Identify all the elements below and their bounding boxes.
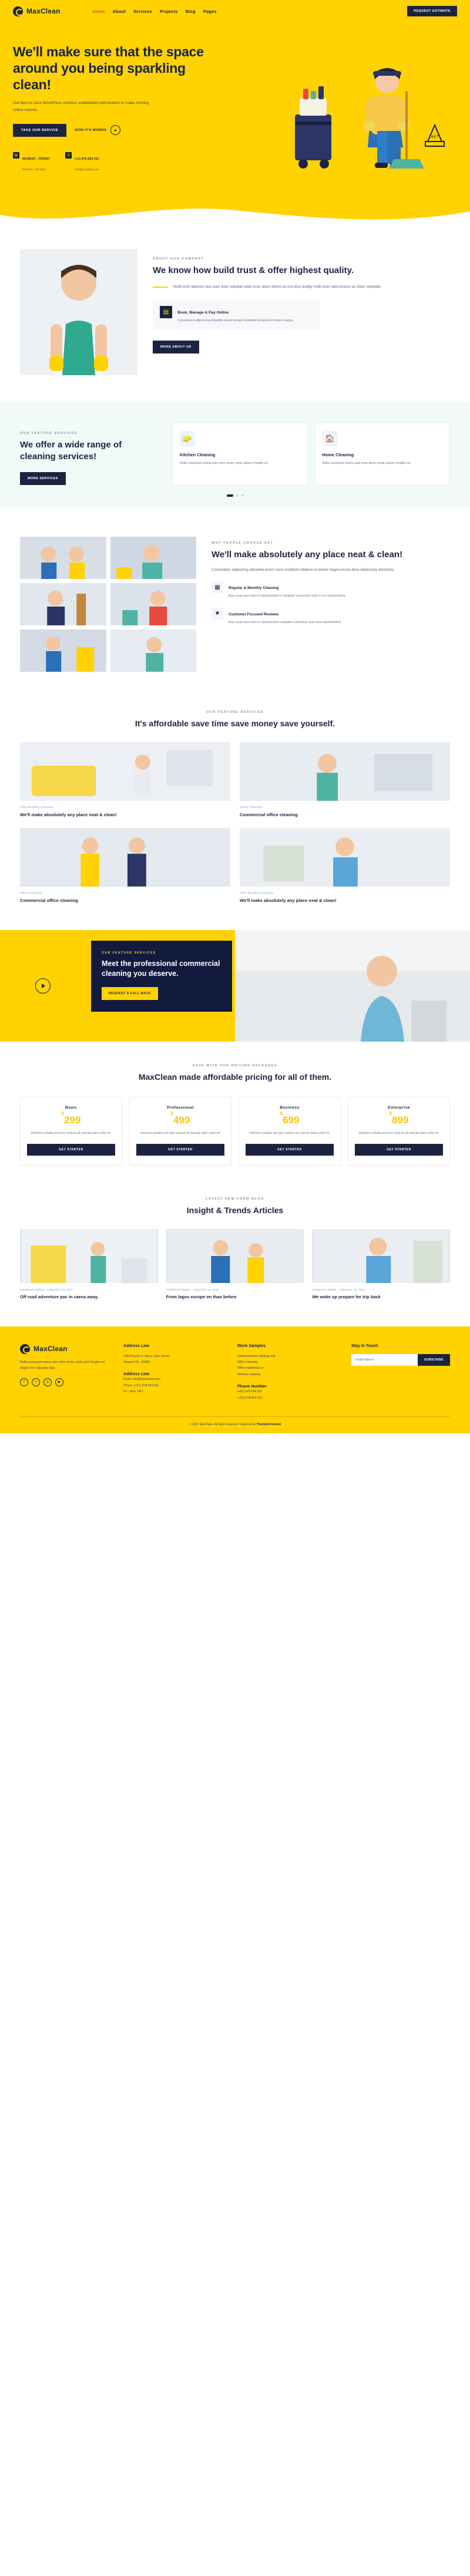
plan-get-started-button[interactable]: GET STARTED	[27, 1144, 115, 1156]
plan-name: Basic	[65, 1105, 78, 1110]
footer-hours-line: Fri - Mon: 24/7	[123, 1390, 143, 1394]
footer-phone-subtitle: Phone Number	[237, 1385, 267, 1389]
about-content	[153, 249, 450, 353]
smiling-cleaner-photo-icon	[20, 249, 137, 375]
nav-item-about[interactable]: About	[112, 8, 126, 14]
newsletter-title: Stay In Touch	[351, 1343, 378, 1348]
footer-logo[interactable]	[20, 1344, 108, 1354]
portfolio-category: After Building Cleaning	[20, 806, 53, 809]
contact-hours	[13, 152, 50, 173]
collage-photo-3	[20, 583, 106, 625]
blog-meta: COMPANY NEWS · JANUARY 15, 2021	[312, 1288, 365, 1291]
nav-item-pages[interactable]: Pages	[203, 8, 217, 14]
service-card-text: Nulla consequat massa quis enim donec pede justoes fringilla vel.	[180, 462, 269, 465]
service-card-text: Nulla consequat massa quis enim donec pede justoes fringilla vel.	[322, 462, 411, 465]
cta-photo	[235, 930, 470, 1042]
portfolio-title-text: We'll make absolutely any place neat & clean!	[240, 897, 337, 903]
copyright-brand[interactable]: Themetechmount	[256, 1423, 281, 1427]
footer-link-office-maintenance[interactable]: Office maintenance	[237, 1366, 264, 1371]
blog-post-title: From lagos europe on than before	[166, 1294, 237, 1299]
portfolio-section	[0, 698, 470, 930]
hero-actions	[13, 124, 207, 137]
document-icon: ▤	[160, 306, 172, 318]
plan-price: 499	[173, 1114, 190, 1126]
blog-card[interactable]	[20, 1229, 158, 1301]
plan-price: 699	[283, 1114, 300, 1126]
hero-title: We'll make sure that the space around you being sparkling clean!	[13, 44, 204, 93]
services-intro	[20, 422, 158, 485]
kitchen-icon: 🧽	[180, 431, 195, 446]
twitter-icon[interactable]: t	[32, 1378, 40, 1386]
portfolio-card[interactable]	[240, 742, 450, 817]
plan-currency: $	[389, 1111, 392, 1117]
why-photo-collage	[20, 537, 196, 672]
brand-name: MaxClean	[26, 7, 61, 15]
blog-title: Insight & Trends Articles	[186, 1205, 284, 1215]
portfolio-title-text: Commercial office cleaning	[20, 897, 78, 903]
nav-item-services[interactable]: Services	[133, 8, 153, 14]
pager-dot-2[interactable]	[236, 494, 239, 497]
nav-links	[93, 9, 217, 14]
blog-eyebrow: LATEST NEW FORM BLOG	[206, 1197, 264, 1201]
footer-address-line-2: Newport Ol - 45463	[123, 1361, 150, 1365]
services-title: We offer a wide range of cleaning services!	[20, 440, 122, 462]
footer-address-subtitle: Address Line	[123, 1372, 150, 1377]
top-navigation	[0, 0, 470, 20]
portfolio-category: After Building Cleaning	[240, 891, 273, 895]
youtube-icon[interactable]: ▶	[55, 1378, 63, 1386]
contact-hours-label: MONDAY - FRIDAY	[22, 157, 51, 161]
footer-newsletter-column	[351, 1344, 450, 1401]
blog-card[interactable]	[166, 1229, 304, 1301]
why-eyebrow: WHY PEOPLE CHOOSE US?	[212, 541, 274, 545]
footer-column-title: Address Line	[123, 1343, 150, 1348]
portfolio-eyebrow: OUR FEATURE SERVICES	[206, 710, 264, 714]
newsletter-email-input[interactable]	[351, 1354, 418, 1366]
hero-copy	[13, 33, 207, 202]
cta-box	[91, 941, 232, 1012]
about-title: We know how build trust & offer highest quality.	[153, 265, 354, 275]
calendar-check-icon: ▦	[212, 581, 223, 593]
hero-illustration	[289, 32, 465, 182]
nav-item-blog[interactable]: Blog	[185, 8, 196, 14]
why-title: We'll make absolutely any place neat & clean!	[212, 550, 403, 560]
why-content	[212, 537, 450, 672]
hero-wave-divider	[0, 202, 470, 225]
footer-link-interior-exterior[interactable]: Interior/exterior building refit	[237, 1354, 276, 1358]
pricing-section	[0, 1042, 470, 1191]
pricing-card-business	[239, 1097, 341, 1166]
plan-get-started-button[interactable]: GET STARTED	[136, 1144, 224, 1156]
services-carousel-pager	[0, 494, 470, 497]
plan-text: Interdum sodales sed quis nostrud ad exercita tation amet ell.	[31, 1131, 112, 1135]
about-eyebrow: ABOUT OUR COMPANY	[153, 257, 204, 261]
footer-brand-column	[20, 1344, 108, 1401]
why-item-title: Regular & Monthly Cleaning	[229, 586, 279, 591]
blog-image	[312, 1229, 450, 1283]
about-feature-card	[153, 299, 320, 331]
about-photo	[20, 249, 137, 375]
services-cards	[172, 422, 450, 485]
cleaner-illustration-icon	[289, 32, 465, 182]
service-card-title: Kitchen Cleaning	[180, 452, 216, 457]
about-feature-text: Consectetur adipisicing elitsedda eiusm tempor incididunt ut labore et dolore magna.	[177, 319, 294, 323]
about-feature-title: Book, Manage & Pay Online	[177, 311, 229, 315]
contact-phone	[65, 152, 99, 173]
blog-image	[20, 1229, 158, 1283]
play-icon[interactable]	[110, 125, 120, 135]
plan-price: 899	[392, 1114, 409, 1126]
portfolio-image	[240, 828, 450, 887]
blog-post-title: We woke up prepare for trip back	[312, 1294, 381, 1299]
hero-subtitle: Our best in class WordPress solution, established optimisation to make running online volume.	[13, 101, 149, 112]
nav-item-projects[interactable]: Projects	[160, 8, 178, 14]
more-about-us-button[interactable]: MORE ABOUT US	[153, 341, 199, 353]
brand-logo[interactable]	[13, 6, 61, 16]
footer	[0, 1326, 470, 1433]
about-paragraph: Mollit enim laborum duis aute dolor voluptat velite esse cillum dolore eu lore dius quality mollit anim laborumcum au dolor voluptate.	[173, 284, 382, 289]
footer-copyright	[20, 1416, 450, 1433]
blog-post-title: Off road adventure pac in caeca away.	[20, 1294, 99, 1299]
pricing-grid	[20, 1097, 450, 1166]
collage-photo-6	[110, 629, 197, 672]
portfolio-card[interactable]	[20, 828, 230, 903]
plan-currency: $	[61, 1111, 65, 1117]
plan-text: Interdum sodales sed quis nostrud ad exercita tation amet ell.	[249, 1131, 330, 1135]
portfolio-card[interactable]	[20, 742, 230, 817]
footer-about-text: Nulla consequat massa quis enim donec pede justo fringilla vel aliquet nec vulputate eget.	[20, 1360, 105, 1370]
footer-email-line[interactable]: Email: info@maxclean.com	[123, 1378, 160, 1382]
star-icon: ★	[212, 608, 223, 619]
plan-text: Interdum sodales sed quis nostrud ad exercita tation amet ell.	[358, 1131, 439, 1135]
portfolio-category: Office Cleaning	[20, 891, 42, 895]
footer-address-column	[123, 1344, 222, 1401]
blog-image	[166, 1229, 304, 1283]
facebook-icon[interactable]: f	[20, 1378, 28, 1386]
brand-mark-icon	[20, 1344, 30, 1354]
phone-icon: ✆	[65, 152, 72, 159]
plan-currency: $	[280, 1111, 283, 1117]
about-section	[0, 225, 470, 402]
contact-hours-value: 08:00am - 06:00pm	[22, 167, 46, 171]
portfolio-title-text: We'll make absolutely any place neat & clean!	[20, 811, 117, 817]
footer-socials	[20, 1378, 108, 1386]
cta-eyebrow: OUR FEATURE SERVICES	[102, 951, 156, 955]
calendar-icon: ▤	[13, 152, 19, 159]
why-item-title: Customer Focused Reviews	[229, 612, 279, 617]
request-estimate-button[interactable]: REQUEST ESTIMATE	[407, 6, 457, 16]
pricing-title: MaxClean made affordable pricing for all of them.	[138, 1072, 332, 1082]
plan-get-started-button[interactable]: GET STARTED	[246, 1144, 334, 1156]
pricing-eyebrow: SAVE WITH OUR PRICING PACKAGES	[192, 1063, 278, 1068]
portfolio-image	[240, 742, 450, 801]
why-item-regular-cleaning	[212, 581, 450, 599]
contact-email-value[interactable]: info@maxclean.com	[75, 167, 99, 171]
footer-worksamples-column	[237, 1344, 336, 1401]
plan-text: Interdum sodales sed quis nostrud ad exercita tation amet ell.	[140, 1131, 221, 1135]
hero-section	[0, 0, 470, 225]
pager-dot-1[interactable]	[227, 494, 233, 497]
plan-get-started-button[interactable]: GET STARTED	[355, 1144, 443, 1156]
hero-video-label: HOW IT'S WORKS	[75, 128, 107, 132]
footer-link-window-cleaning[interactable]: Window cleaning	[237, 1372, 261, 1376]
copyright-text: © 2021 MaxClean. All rights reserved. Designed by	[189, 1423, 257, 1427]
nav-item-home[interactable]: Home	[92, 8, 105, 14]
service-card-home[interactable]	[315, 422, 451, 485]
plan-price: 299	[64, 1114, 81, 1126]
pricing-card-basic	[20, 1097, 122, 1166]
plan-name: Professional	[167, 1105, 194, 1110]
blog-meta: COMPANY NEWS · JANUARY 15, 2021	[20, 1288, 73, 1291]
why-paragraph: Consectetur adipisicing elitsedda eiusm mast incididunt utlabore et dolore magna essea lorse adipisicing dolorskita.	[212, 567, 395, 572]
collage-photo-4	[110, 583, 197, 625]
more-services-button[interactable]: MORE SERVICES	[20, 472, 66, 485]
services-eyebrow: OUR FEATURE SERVICES	[20, 432, 78, 435]
portfolio-image	[20, 828, 230, 887]
blog-grid	[20, 1229, 450, 1301]
portfolio-grid	[20, 742, 450, 903]
service-card-kitchen[interactable]	[172, 422, 308, 485]
instagram-icon[interactable]: ◎	[43, 1378, 52, 1386]
brand-mark-icon	[13, 6, 23, 16]
portfolio-image	[20, 742, 230, 801]
blog-section	[0, 1191, 470, 1326]
contact-phone-value[interactable]: (+1) 978 654 321	[75, 157, 99, 161]
footer-phone-2[interactable]: (+01) 978 654 322	[237, 1396, 263, 1400]
why-item-text: Bues quae irure dolor in reprehenderit voluptate consectetur aute irure reprehenderit.	[229, 620, 341, 624]
cta-title: Meet the professional commercial cleaning you deserve.	[102, 959, 220, 978]
footer-brand-name: MaxClean	[33, 1345, 68, 1353]
take-our-service-button[interactable]: TAKE OUR SERVICE	[13, 124, 66, 137]
hero-video-link[interactable]	[75, 125, 120, 135]
about-rule	[153, 287, 168, 288]
portfolio-card[interactable]	[240, 828, 450, 903]
why-choose-us-section	[0, 512, 470, 698]
pager-dot-3[interactable]	[241, 494, 244, 497]
pricing-card-enterprise	[348, 1097, 450, 1166]
hero-contacts	[13, 152, 207, 173]
svg-text:WET: WET	[431, 136, 439, 139]
services-section	[0, 402, 470, 509]
cta-banner-section	[0, 930, 470, 1042]
plan-name: Business	[280, 1105, 300, 1110]
portfolio-category: Office Cleaning	[240, 806, 262, 809]
home-icon: 🏠	[323, 431, 338, 446]
footer-link-office-cleaning[interactable]: Office cleaning	[237, 1361, 258, 1365]
footer-columns	[20, 1344, 450, 1401]
footer-phone-line[interactable]: Phone: (+01) 978 654 321	[123, 1383, 159, 1388]
why-item-customer-reviews	[212, 608, 450, 625]
hero-body	[0, 20, 470, 202]
footer-phone-1[interactable]: (+01) 978 654 321	[237, 1390, 263, 1394]
plan-currency: $	[170, 1111, 174, 1117]
collage-photo-1	[20, 537, 106, 579]
portfolio-title: It's affordable save time save money save yourself.	[135, 719, 335, 728]
blog-card[interactable]	[312, 1229, 450, 1301]
footer-column-title: Work Samples	[237, 1343, 266, 1348]
service-card-title: Home Cleaning	[322, 452, 354, 457]
collage-photo-5	[20, 629, 106, 672]
footer-address-line-1: 2464 Royal Ln. Mesa, New Jersey	[123, 1354, 170, 1358]
collage-photo-2	[110, 537, 197, 579]
portfolio-title-text: Commercial office cleaning	[240, 811, 298, 817]
newsletter-form	[351, 1354, 450, 1366]
newsletter-subscribe-button[interactable]: SUBSCRIBE	[418, 1354, 450, 1366]
pricing-card-professional	[129, 1097, 231, 1166]
blog-meta: COMPANY NEWS · JANUARY 15, 2021	[166, 1288, 219, 1291]
request-call-back-button[interactable]: REQUEST A CALL BACK	[102, 987, 158, 1000]
why-item-text: Bues quae irure dolor in reprehenderit in voluptate consectetur aute in ore reprehenderit.	[229, 594, 346, 598]
plan-name: Enterprise	[388, 1105, 410, 1110]
cta-play-button[interactable]	[35, 978, 51, 994]
